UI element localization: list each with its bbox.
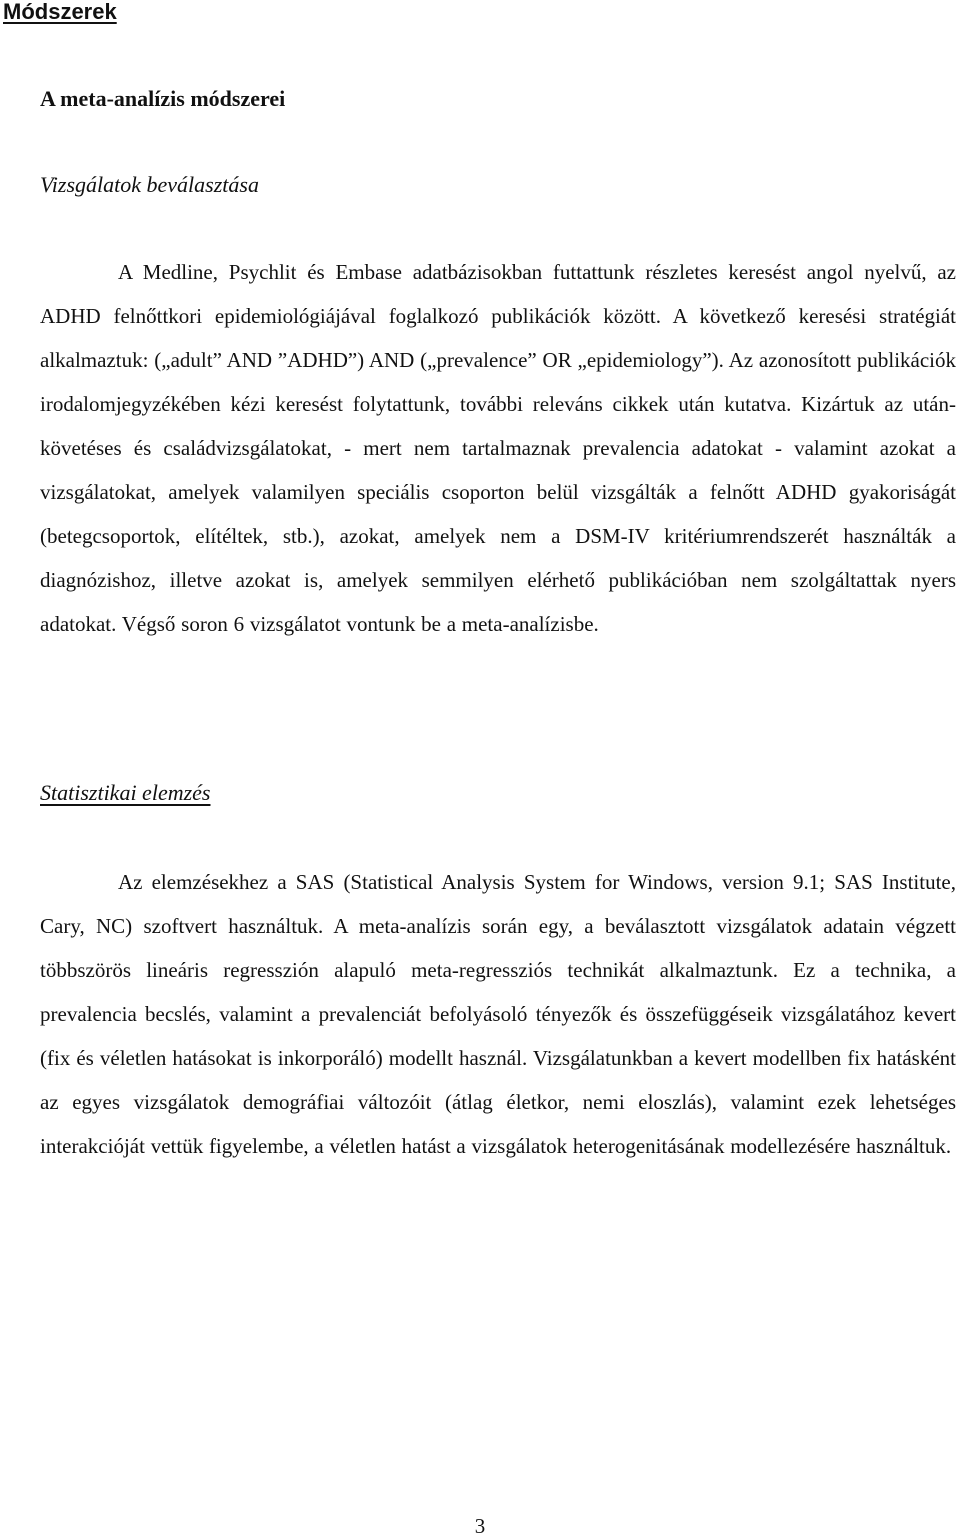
section-title: A meta-analízis módszerei	[40, 86, 286, 111]
subsection-title-statistics: Statisztikai elemzés	[40, 780, 211, 805]
subsection-title-selection: Vizsgálatok beválasztása	[40, 172, 259, 197]
page-number: 3	[474, 1514, 486, 1538]
paragraph-statistics: Az elemzésekhez a SAS (Statistical Analysis System for Windows, version 9.1; SAS Institute, Cary, NC) szoftvert használtuk. A meta-analízis során egy, a beválasztott vizsgálatok adatain végzett többszörös lineáris regresszión alapuló meta-regressziós technikát alkalmaztunk. Ez a technika, a prevalencia becslés, valamint a prevalenciát befolyásoló tényezők és összefüggéseik vizsgálatához kevert (fix és véletlen hatásokat is inkorporáló) modellt használ. Vizsgálatunkban a kevert modellben fix hatásként az egyes vizsgálatok demográfiai változóit (átlag életkor, nemi eloszlás), valamint ezek lehetséges interakcióját vettük figyelembe, a véletlen hatást a vizsgálatok heterogenitásának modellezésére használtuk.	[40, 870, 956, 1158]
chapter-title: Módszerek	[3, 0, 117, 24]
paragraph-selection: A Medline, Psychlit és Embase adatbázisokban futtattunk részletes keresést angol nyelvű, az ADHD felnőttkori epidemiológiájával foglalkozó publikációk között. A következő keresési stratégiát alkalmaztuk: („adult” AND ”ADHD”) AND („prevalence” OR „epidemiology”). Az azonosított publikációk irodalomjegyzékében kézi keresést folytattunk, további releváns cikkek után kutatva. Kizártuk az után-követéses és családvizsgálatokat, - mert nem tartalmaznak prevalencia adatokat - valamint azokat a vizsgálatokat, amelyek valamilyen speciális csoporton belül vizsgálták a felnőtt ADHD gyakoriságát (betegcsoportok, elítéltek, stb.), azokat, amelyek nem a DSM-IV kritériumrendszerét használták a diagnózishoz, illetve azokat is, amelyek semmilyen elérhető publikációban nem szolgáltattak nyers adatokat. Végső soron 6 vizsgálatot vontunk be a meta-analízisbe.	[40, 260, 956, 636]
